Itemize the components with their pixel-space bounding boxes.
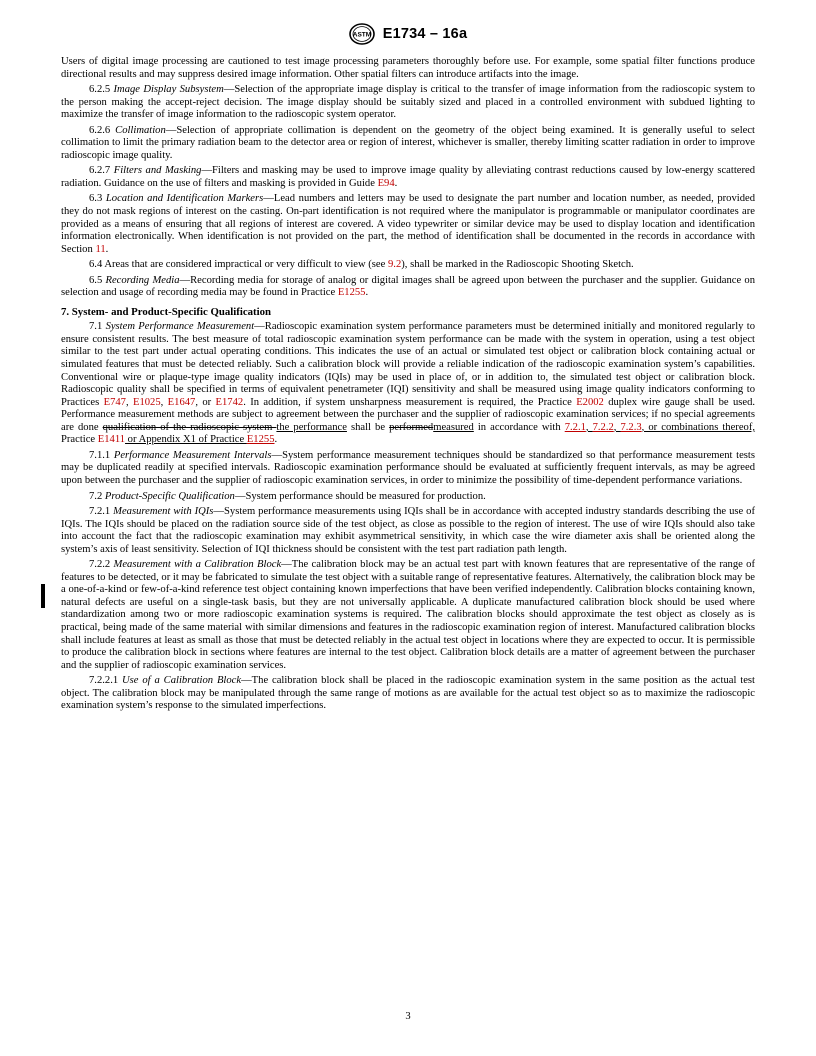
link-e1255[interactable]: E1255	[246, 434, 275, 446]
paragraph-7-2-2-1: 7.2.2.1 Use of a Calibration Block—The calibration block shall be placed in the radioscopic examination system in the same position as the actual test object. The calibration block may be manipulated through the same range of motions as are available for the actual test object so as to maximize the radioscopic examination system’s response to the simulated imperfections.	[61, 675, 755, 712]
link-e1255[interactable]: E1255	[337, 287, 366, 299]
astm-logo-icon	[349, 23, 375, 45]
link-9-2[interactable]: 9.2	[388, 259, 402, 271]
page-header	[0, 22, 816, 46]
paragraph-6-2-6: 6.2.6 Collimation—Selection of appropriate collimation is dependent on the geometry of the object being examined. It is generally useful to select collimation to limit the primary radiation beam to the detector area or region of interest, whichever is smaller, thereby limiting scatter radiation in order to improve radioscopic image quality.	[61, 124, 756, 161]
link-7-2-3[interactable]: 7.2.3	[620, 421, 642, 433]
paragraph-6-2-7: 6.2.7 Filters and Masking—Filters and masking may be used to improve image quality by alleviating contrast reductions caused by low-energy scattered radiation. Guidance on the use of filters and masking is provided in Guide E94.	[61, 165, 755, 189]
paragraph-7-1-1: 7.1.1 Performance Measurement Intervals—System performance measurement techniques should be standardized so that performance measurement tests may be duplicated readily at specified intervals. Radioscopic examination performance should be evaluated at sufficiently frequent intervals, as may be agreed upon between the purchaser and the supplier of radioscopic examination services, in order to minimize the possibility of time-dependent performance variations.	[61, 449, 755, 486]
paragraph-intro: Users of digital image processing are cautioned to test image processing parameters thoroughly before use. For example, some spatial filter functions produce directional results and may suppress desired image information. Other spatial filters can introduce artifacts into the image.	[61, 56, 755, 80]
link-e1411[interactable]: E1411	[97, 434, 126, 446]
paragraph-6-2-5: 6.2.5 Image Display Subsystem—Selection of the appropriate image display is critical to the transfer of image information from the radioscopic system to the person making the accept-reject decision. The image display should be suitably sized and placed in a controlled environment with subdued lighting to maximize the transfer of image information to the radioscopic system operator.	[61, 84, 755, 121]
inserted-text: the performance	[276, 421, 347, 433]
deleted-text: qualification of the radioscopic system	[102, 421, 277, 433]
link-e94[interactable]: E94	[377, 177, 395, 189]
inserted-text: , or combinations thereof,	[641, 421, 756, 433]
paragraph-6-4: 6.4 Areas that are considered impractical or very difficult to view (see 9.2), shall be marked in the Radioscopic Shooting Sketch.	[89, 259, 634, 271]
inserted-text: or Appendix X1 of Practice	[125, 434, 247, 446]
paragraph-7-1: 7.1 System Performance Measurement—Radioscopic examination system performance parameters must be determined initially and monitored regularly to ensure consistent results. The best measure of total radioscopic examination system performance can be made with the system in operation, using a test object similar to the test part under actual operating conditions. This indicates the use of an actual or simulated test object or calibration block containing actual or simulated features that must be detected reliably. Such a calibration block will provide a reliable indication of the radioscopic examination system’s capabilities. Conventional wire or plaque-type image quality indicators (IQIs) may be used in place of, or in addition to, the simulated test object or calibration block. Radioscopic quality shall be specified in terms of equivalent penetrameter (IQI) sensitivity and shall be measured using image quality indicators conforming to Practices E747, E1025, E1647, or E1742. In addition, if system unsharpness measurement is required, the Practice E2002 duplex wire gauge shall be used. Performance measurement methods are subject to agreement between the purchaser and the supplier of radioscopic examination services; if no special agreements are done qualification of the radioscopic system the performance shall be performedmeasured in accordance with 7.2.1, 7.2.2, 7.2.3, or combinations thereof, Practice E1411 or Appendix X1 of Practice E1255.	[61, 321, 756, 446]
document-body	[61, 56, 755, 716]
link-7-2-1[interactable]: 7.2.1	[564, 421, 586, 433]
link-e2002[interactable]: E2002	[576, 396, 604, 408]
paragraph-6-3: 6.3 Location and Identification Markers—Lead numbers and letters may be used to designate the part number and location number, as needed, provided they do not mask regions of interest on the casting. On-part identification is not required where the manipulator is programmable or manipulator coordinates are provided as a means of ensuring that all regions of interest are covered. A video typewriter or similar device may be used to display location and identification information electronically. When identification is not provided on the part, the method of identification shall be documented in the records in accordance with Section 11.	[61, 193, 755, 255]
inserted-text: measured	[433, 421, 474, 433]
svg-text:ASTM: ASTM	[352, 31, 371, 39]
change-bar	[41, 584, 45, 608]
paragraph-6-5: 6.5 Recording Media—Recording media for storage of analog or digital images shall be agreed upon between the purchaser and the supplier. Guidance on selection and usage of recording media may be found in Practice E1255.	[61, 274, 755, 299]
paragraph-7-2: 7.2 Product-Specific Qualification—System performance should be measured for production.	[89, 490, 486, 502]
link-e1025[interactable]: E1025	[132, 396, 161, 408]
paragraph-7-2-2: 7.2.2 Measurement with a Calibration Block—The calibration block may be an actual test part with known features that are representative of the range of features to be detected, or it may be fabricated to simulate the test object with a suitable range of representative features. Alternatively, the calibration block may be a one-of-a-kind or few-of-a-kind reference test object containing known imperfections that have been verified independently. Calibration blocks containing known, natural defects are useful on a single-task basis, but they are not universally applicable. A duplicate manufactured calibration block should be used where standardization among two or more radioscopic examination systems is required. The calibration blocks should approximate the test object as closely as is practical, being made of the same material with similar dimensions and features in the radioscopic examination region of interest. Manufactured calibration blocks shall include features at least as small as those that must be detected reliably in the actual test object in locations where they are expected to occur. It is permissible to produce the calibration block in sections where features are internal to the test object. Calibration block details are a matter of agreement between the purchaser and the supplier of radioscopic examination services.	[61, 559, 755, 671]
link-section-11[interactable]: 11	[95, 243, 106, 255]
page-number: 3	[405, 1011, 411, 1022]
paragraph-7-2-1: 7.2.1 Measurement with IQIs—System performance measurements using IQIs shall be in accordance with accepted industry standards describing the use of IQIs. The IQIs should be placed on the radiation source side of the test object, as close as possible to the region of interest. The use of wire IQIs should also take into account the fact that the radioscopic examination may exhibit asymmetrical sensitivity, in which case the wire diameter axis shall be oriented along the system’s axis of least sensitivity. Selection of IQI thickness should be consistent with the test part radiation path length.	[61, 506, 755, 555]
deleted-text: performed	[389, 421, 434, 433]
document-id: E1734 – 16a	[382, 26, 468, 42]
link-e1647[interactable]: E1647	[167, 396, 196, 408]
link-e1742[interactable]: E1742	[215, 396, 244, 408]
link-e747[interactable]: E747	[103, 396, 126, 408]
section-7-heading: 7. System- and Product-Specific Qualification	[61, 305, 272, 318]
link-7-2-2[interactable]: 7.2.2	[592, 421, 614, 433]
